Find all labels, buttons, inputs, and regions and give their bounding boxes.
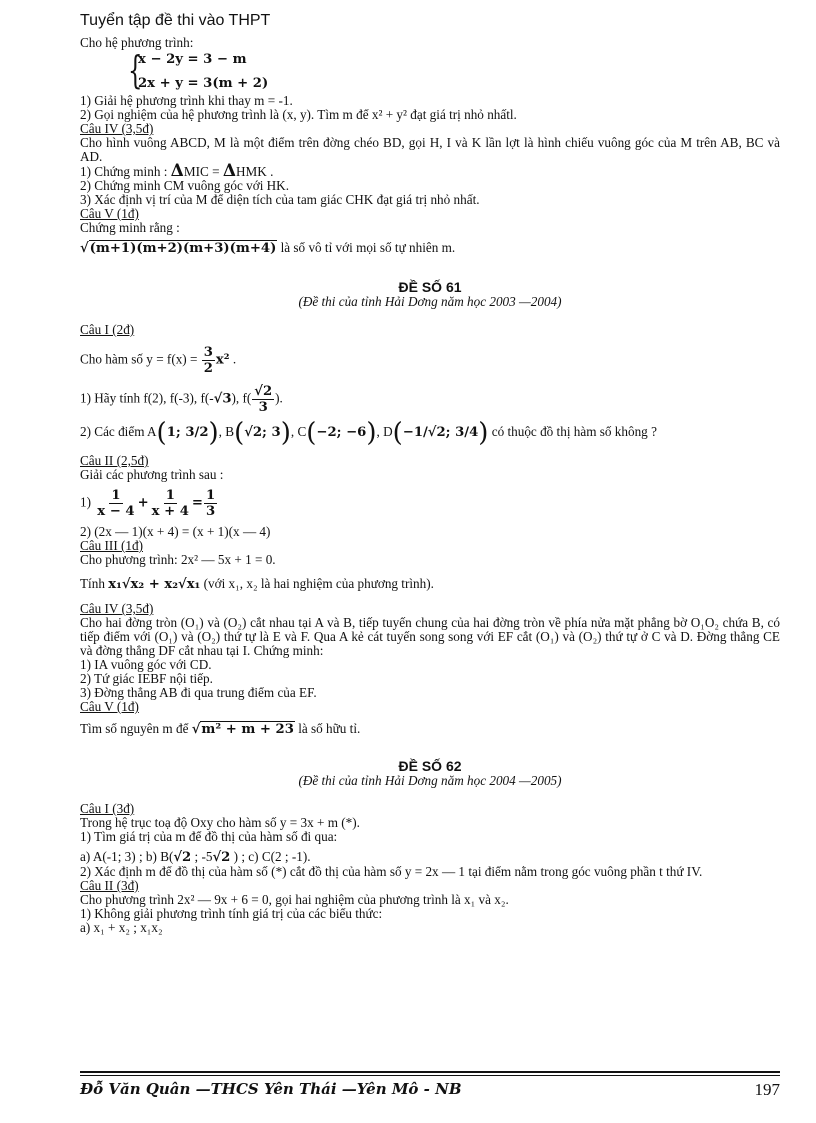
fraction: $\frac{1}{x + 4}$ [151, 488, 189, 519]
fraction: $\frac{1}{3}$ [205, 488, 216, 519]
exam-61-c1-label: Câu I (2đ) [80, 322, 135, 337]
point-c: −2; −6 [316, 425, 367, 440]
exam-62-c1-q2: 2) Xác định m để đồ thị của hàm số (*) cắt đồ thị của hàm số y = 2x — 1 tại điểm nằm trong góc vuông phần t thứ IV. [80, 864, 703, 879]
footer-author: Đỗ Văn Quân —THCS Yên Thái —Yên Mô - NB [80, 1080, 462, 1098]
exam-61-c3-label: Câu III (1đ) [80, 538, 143, 553]
exam-61-source: (Đề thi của tỉnh Hải Dơng năm học 2003 —2004) [298, 294, 562, 309]
exam-62-c2-intro: Cho phương trình 2x² — 9x + 6 = 0, gọi hai nghiệm của phương trình là x₁ và x₂. [80, 892, 509, 907]
footer-rule [80, 1075, 780, 1076]
exam-62-c1-q1a: a) A(-1; 3) ; b) B(√2 ; -5√2 ) ; c) C(2 ; -1). [80, 849, 311, 865]
exam-62-c2-q1: 1) Không giải phương trình tính giá trị của các biểu thức: [80, 906, 383, 921]
exam-61-c2-q1: 1) $\frac{1}{x - 4}$ + $\frac{1}{x + 4}$ = $\frac{1}{3}$ [80, 488, 216, 519]
exam-62-c1-label: Câu I (3đ) [80, 801, 135, 816]
exam-62-c2-q1a: a) x₁ + x₂ ; x₁x₂ [80, 920, 163, 935]
exam-61-c3-calc: Tính x₁√x₂ + x₂√x₁ (với x₁, x₂ là hai nghiệm của phương trình). [80, 576, 434, 592]
exam-61-c2-intro: Giải các phương trình sau : [80, 467, 224, 482]
exam-61-c2-label: Câu II (2,5đ) [80, 453, 149, 468]
exam-61-c1-q2: 2) Các điểm A(1; 3/2), B(√2; 3), C(−2; −6), D(−1/√2; 3/4) có thuộc đồ thị hàm số không ? [80, 417, 657, 448]
exam-61-c4-q1: 1) IA vuông góc với CD. [80, 657, 212, 672]
section-iv-q3: 3) Xác định vị trí của M để diện tích của tam giác CHK đạt giá trị nhỏ nhất. [80, 192, 480, 207]
fraction: $\frac{1}{x - 4}$ [97, 488, 135, 519]
exam-62-c1-intro: Trong hệ trục toạ độ Oxy cho hàm số y = 3x + m (*). [80, 815, 360, 830]
question-2: 2) Gọi nghiệm của hệ phương trình là (x, y). Tìm m để x² + y² đạt giá trị nhỏ nhấtl. [80, 107, 517, 122]
equation-system [128, 50, 780, 94]
section-v-intro: Chứng minh rằng : [80, 220, 180, 235]
exam-62-c1-q1: 1) Tìm giá trị của m để đồ thị của hàm số đi qua: [80, 829, 338, 844]
page-footer [80, 1071, 780, 1100]
equation-2: 2x + y = 3(m + 2) [138, 76, 269, 91]
page-content [80, 12, 780, 935]
fraction: $\frac{3}{2}$ [203, 345, 213, 376]
sqrt-sign: √ [80, 241, 89, 256]
sqrt-radicand: (m+1)(m+2)(m+3)(m+4) [89, 241, 277, 256]
exam-61-title: ĐỀ SỐ 61 [398, 279, 462, 295]
exam-61-c2-q2: 2) (2x — 1)(x + 4) = (x + 1)(x — 4) [80, 524, 271, 539]
triangle-symbol: Δ [170, 161, 184, 181]
exam-62-source: (Đề thi của tỉnh Hải Dơng năm học 2004 —2005) [298, 773, 562, 788]
exam-61-c4-text: Cho hai đờng tròn (O₁) và (O₂) cắt nhau tại A và B, tiếp tuyến chung của hai đờng tròn về phía nửa mặt phẳng bờ O₁O₂ chứa B, có tiếp điểm với (O₁) và (O₂) thứ tự là E và F. Qua A kẻ cát tuyến song song với EF cắt (O₁) và (O₂) thứ tự ở C và D. Đờng thẳng CE và đờng thẳng DF cắt nhau tại I. Chứng minh: [80, 615, 780, 658]
page-number: 197 [754, 1080, 780, 1099]
exam-61-c1-intro: Cho hàm số y = f(x) = $\frac{3}{2}$ x² . [80, 345, 237, 376]
section-v-expression: √(m+1)(m+2)(m+3)(m+4) là số vô tỉ với mọi số tự nhiên m. [80, 240, 456, 256]
equation-1: x − 2y = 3 − m [138, 52, 247, 67]
exam-61-c3-text: Cho phương trình: 2x² — 5x + 1 = 0. [80, 552, 276, 567]
exam-61-c5-text: Tìm số nguyên m để √m² + m + 23 là số hữu tỉ. [80, 721, 361, 737]
page-header-title: Tuyển tập đề thi vào THPT [80, 12, 271, 29]
point-d: −1/√2; 3/4 [402, 425, 479, 440]
fraction: $\frac{√2}{3}$ [254, 384, 273, 415]
point-b: √2; 3 [244, 425, 281, 440]
point-a: 1; 3/2 [166, 425, 209, 440]
exam-61-c5-label: Câu V (1đ) [80, 699, 139, 714]
exam-61-c1-q1: 1) Hãy tính f(2), f(-3), f(-√3), f( $\frac{√2}{3}$ ). [80, 384, 283, 415]
footer-rule [80, 1071, 780, 1073]
section-iv-text: Cho hình vuông ABCD, M là một điểm trên đờng chéo BD, gọi H, I và K lần lợt là hình chiếu vuông góc của M trên AB, BC và AD. [80, 135, 780, 164]
section-iv-q1: 1) Chứng minh : ΔMIC = ΔHMK . [80, 161, 274, 181]
section-iv-q2: 2) Chứng minh CM vuông góc với HK. [80, 178, 290, 193]
question-1: 1) Giải hệ phương trình khi thay m = -1. [80, 93, 293, 108]
exam-61-c4-label: Câu IV (3,5đ) [80, 601, 154, 616]
system-intro: Cho hệ phương trình: [80, 35, 194, 50]
exam-61-c4-q3: 3) Đờng thẳng AB đi qua trung điểm của EF. [80, 685, 317, 700]
exam-61-c4-q2: 2) Tứ giác IEBF nội tiếp. [80, 671, 213, 686]
triangle-symbol: Δ [222, 161, 237, 181]
exam-62-c2-label: Câu II (3đ) [80, 878, 139, 893]
section-label-v: Câu V (1đ) [80, 206, 139, 221]
brace-symbol: { [128, 48, 143, 92]
sqrt-sign: √ [191, 722, 201, 737]
exam-62-title: ĐỀ SỐ 62 [398, 758, 462, 774]
section-label-iv: Câu IV (3,5đ) [80, 121, 154, 136]
